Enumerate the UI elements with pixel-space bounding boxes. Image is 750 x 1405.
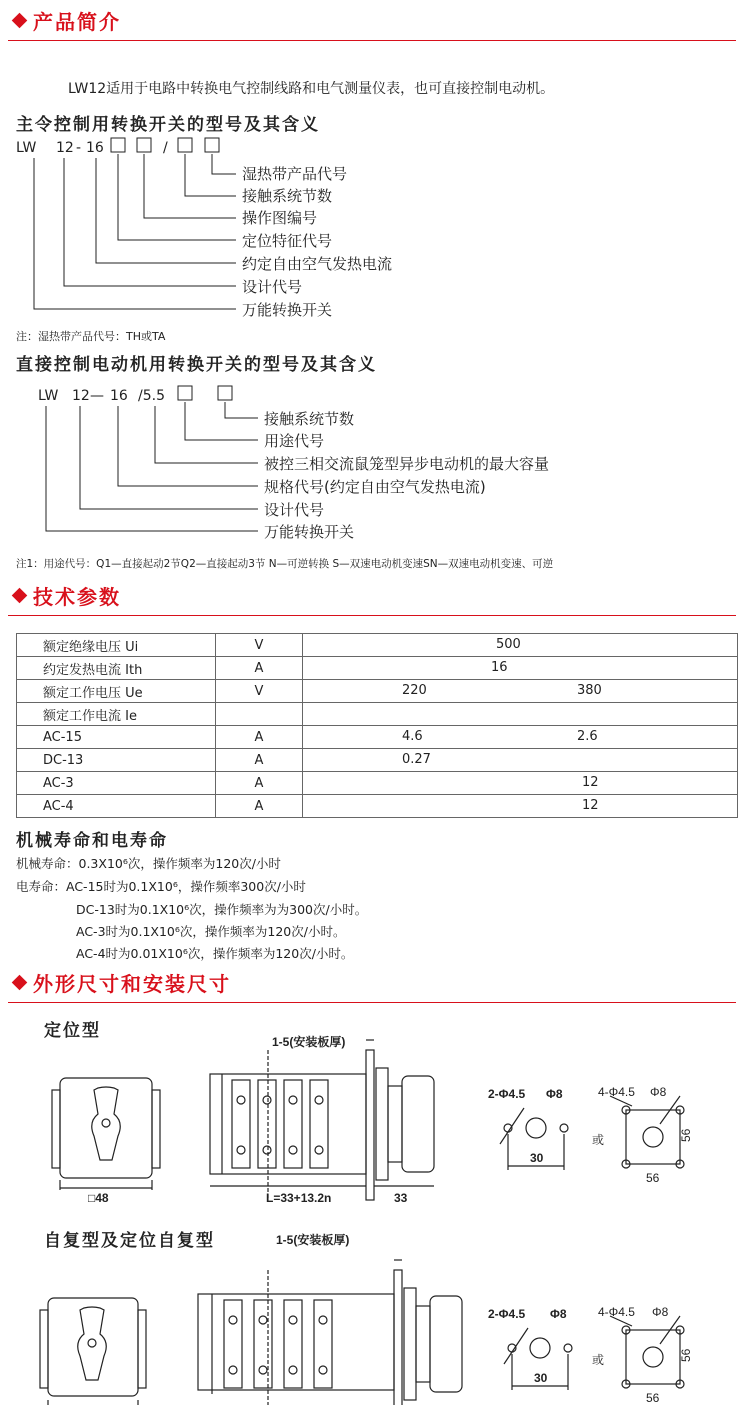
dim-center: Φ8 (550, 1307, 567, 1321)
or-text: 或 (592, 1353, 605, 1367)
dim-center-4: Φ8 (652, 1305, 669, 1319)
code-slash: / (163, 140, 168, 156)
spec-name: AC-3 (17, 772, 216, 795)
dim-spacing: 30 (530, 1151, 544, 1165)
placeholder-box (137, 138, 151, 152)
model2-note: 注1：用途代号：Q1—直接起动2节Q2—直接起动3节 N—可逆转换 S—双速电动机变速SN—双速电动机变速、可逆 (16, 558, 554, 570)
model1-item: 设计代号 (242, 278, 303, 296)
model2-item: 设计代号 (264, 501, 325, 519)
hole-pattern-4 (610, 1096, 684, 1168)
spec-value: 16 (491, 660, 508, 675)
life-heading: 机械寿命和电寿命 (16, 831, 168, 851)
spec-unit: A (216, 772, 303, 795)
section-header-intro (8, 6, 736, 35)
or-text: 或 (592, 1133, 605, 1147)
spec-value: 0.27 (402, 752, 431, 767)
dim-height: 56 (679, 1348, 693, 1362)
model2-diagram (0, 378, 750, 548)
model2-item: 用途代号 (264, 432, 325, 450)
dim-center-4: Φ8 (650, 1085, 667, 1099)
diamond-icon (12, 588, 28, 604)
placeholder-box (218, 386, 232, 400)
spec-value: 380 (577, 683, 602, 698)
dim-width: 56 (646, 1171, 660, 1185)
model1-item: 定位特征代号 (242, 232, 333, 250)
model2-item: 规格代号(约定自由空气发热电流) (264, 478, 486, 496)
section-title: 技术参数 (33, 585, 121, 609)
divider (8, 1002, 736, 1003)
dim-width: 56 (646, 1391, 660, 1405)
intro-text: LW12适用于电路中转换电气控制线路和电气测量仪表，也可直接控制电动机。 (68, 81, 555, 97)
section-title: 外形尺寸和安装尺寸 (33, 972, 231, 996)
dim-plate: 1-5(安装板厚) (276, 1233, 350, 1247)
life-line: DC-13时为0.1X10⁶次，操作频率为为300次/小时。 (76, 902, 368, 917)
spec-value: 220 (402, 683, 427, 698)
section-title: 产品简介 (33, 10, 121, 34)
spec-row (17, 749, 738, 772)
hole-pattern-4 (610, 1316, 684, 1388)
spec-values (303, 772, 738, 795)
dim-front: □48 (88, 1191, 109, 1205)
spec-unit: V (216, 680, 303, 703)
life-line: 电寿命：AC-15时为0.1X10⁶，操作频率300次/小时 (16, 879, 306, 894)
dim-holes: 2-Φ4.5 (488, 1087, 526, 1101)
model1-item: 接触系统节数 (242, 187, 333, 205)
code-12: 12 (72, 388, 90, 404)
spec-values (303, 703, 738, 726)
placeholder-box (178, 138, 192, 152)
code-12: 12 (56, 140, 74, 156)
spec-name: AC-4 (17, 795, 216, 818)
code-dash: — (90, 388, 104, 404)
model1-item: 湿热带产品代号 (242, 165, 348, 183)
spec-value: 4.6 (402, 729, 423, 744)
dimension-drawing (0, 1220, 750, 1405)
code-lw: LW (16, 140, 37, 156)
model1-item: 万能转换开关 (242, 301, 333, 319)
life-line: 机械寿命：0.3X10⁶次，操作频率为120次/小时 (16, 856, 281, 871)
code-slash-5-5: /5.5 (138, 388, 165, 404)
spec-row (17, 680, 738, 703)
spec-unit: A (216, 657, 303, 680)
spec-row (17, 634, 738, 657)
spec-name: 额定工作电压 Ue (17, 680, 216, 703)
spec-table (16, 633, 738, 818)
dim-holes-4: 4-Φ4.5 (598, 1305, 635, 1319)
spec-unit: V (216, 634, 303, 657)
spec-values (303, 749, 738, 772)
spec-value: 12 (582, 798, 599, 813)
model1-heading: 主令控制用转换开关的型号及其含义 (16, 115, 320, 135)
model1-diagram (0, 130, 750, 325)
dim-length: L=33+13.2n (266, 1191, 332, 1205)
spec-value: 500 (496, 637, 521, 652)
divider (8, 615, 736, 616)
spec-value: 12 (582, 775, 599, 790)
dim-holes: 2-Φ4.5 (488, 1307, 526, 1321)
code-lw: LW (38, 388, 59, 404)
drawing-label: 自复型及定位自复型 (44, 1231, 215, 1251)
spec-row (17, 772, 738, 795)
diamond-icon (12, 13, 28, 29)
spec-unit (216, 703, 303, 726)
divider (8, 40, 736, 41)
spec-name: 额定绝缘电压 Ui (17, 634, 216, 657)
spec-unit: A (216, 726, 303, 749)
model2-heading: 直接控制电动机用转换开关的型号及其含义 (16, 355, 377, 375)
placeholder-box (178, 386, 192, 400)
spec-value: 2.6 (577, 729, 598, 744)
spec-row (17, 795, 738, 818)
life-line: AC-4时为0.01X10⁶次，操作频率为120次/小时。 (76, 946, 354, 961)
spec-row (17, 703, 738, 726)
dimension-drawing (0, 1010, 750, 1205)
dim-spacing: 30 (534, 1371, 548, 1385)
model2-item: 万能转换开关 (264, 523, 355, 541)
spec-name: 额定工作电流 Ie (17, 703, 216, 726)
spec-name: DC-13 (17, 749, 216, 772)
dim-center: Φ8 (546, 1087, 563, 1101)
spec-values (303, 680, 738, 703)
placeholder-box (205, 138, 219, 152)
placeholder-box (111, 138, 125, 152)
spec-unit: A (216, 749, 303, 772)
dim-plate: 1-5(安装板厚) (272, 1035, 346, 1049)
section-header-tech (8, 581, 736, 610)
spec-values (303, 657, 738, 680)
side-view (198, 1260, 462, 1405)
front-view (52, 1078, 160, 1190)
spec-row (17, 726, 738, 749)
front-view (40, 1298, 146, 1405)
section-header-dims (8, 968, 736, 997)
code-16: 16 (86, 140, 104, 156)
spec-name: 约定发热电流 Ith (17, 657, 216, 680)
code-dash: - (76, 140, 82, 156)
spec-name: AC-15 (17, 726, 216, 749)
drawing-label: 定位型 (44, 1021, 101, 1041)
life-line: AC-3时为0.1X10⁶次，操作频率为120次/小时。 (76, 924, 346, 939)
spec-values (303, 726, 738, 749)
model2-item: 被控三相交流鼠笼型异步电动机的最大容量 (264, 455, 550, 473)
spec-row (17, 657, 738, 680)
dim-holes-4: 4-Φ4.5 (598, 1085, 635, 1099)
dim-height: 56 (679, 1128, 693, 1142)
model1-item: 约定自由空气发热电流 (242, 255, 393, 273)
dim-knob: 33 (394, 1191, 408, 1205)
model1-note: 注：湿热带产品代号：TH或TA (16, 330, 166, 343)
diamond-icon (12, 975, 28, 991)
model2-item: 接触系统节数 (264, 410, 355, 428)
model1-item: 操作图编号 (242, 209, 318, 227)
spec-values (303, 634, 738, 657)
spec-unit: A (216, 795, 303, 818)
spec-values (303, 795, 738, 818)
side-view (210, 1040, 434, 1200)
code-16: 16 (110, 388, 128, 404)
